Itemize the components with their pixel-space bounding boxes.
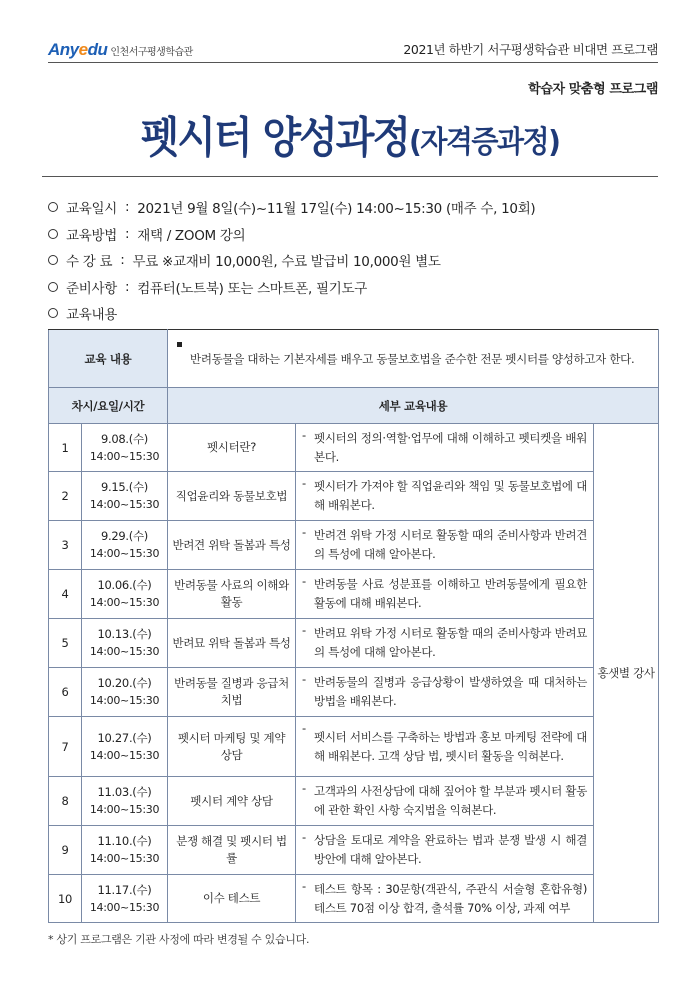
intro-text: 반려동물을 대하는 기본자세를 배우고 동물보호법을 준수한 전문 펫시터를 양성하고자 한다. xyxy=(190,351,635,366)
session-date: 11.10.(수) 14:00~15:30 xyxy=(82,826,168,875)
info-label: 교육방법 xyxy=(66,227,117,244)
title-sub: (자격증과정) xyxy=(409,123,560,160)
session-date: 9.15.(수) 14:00~15:30 xyxy=(82,472,168,521)
session-date: 11.03.(수) 14:00~15:30 xyxy=(82,777,168,826)
session-detail: - 상담을 토대로 계약을 완료하는 법과 분쟁 발생 시 해결방안에 대해 알아본다. xyxy=(296,826,594,875)
table-row xyxy=(49,668,659,717)
intro-label: 교육 내용 xyxy=(49,330,168,388)
info-label: 준비사항 xyxy=(66,280,117,297)
session-date: 10.20.(수) 14:00~15:30 xyxy=(82,668,168,717)
instructor-name: 홍샛별 강사 xyxy=(594,424,659,923)
session-topic: 반려견 위탁 돌봄과 특성 xyxy=(168,521,296,570)
table-row xyxy=(49,424,659,472)
table-row xyxy=(49,826,659,875)
session-detail: - 고객과의 사전상담에 대해 짚어야 할 부분과 펫시터 활동에 관한 확인 사항 숙지법을 익혀본다. xyxy=(296,777,594,826)
program-name: 2021년 하반기 서구평생학습관 비대면 프로그램 xyxy=(403,42,658,57)
session-number: 2 xyxy=(49,472,82,521)
session-topic: 반려동물 사료의 이해와 활동 xyxy=(168,570,296,619)
page-subtitle: 학습자 맞춤형 프로그램 xyxy=(528,82,658,97)
session-detail: - 펫시터가 가져야 할 직업윤리와 책임 및 동물보호법에 대해 배워본다. xyxy=(296,472,594,521)
session-number: 1 xyxy=(49,424,82,472)
session-date: 11.17.(수) 14:00~15:30 xyxy=(82,875,168,923)
session-topic: 반려묘 위탁 돌봄과 특성 xyxy=(168,619,296,668)
info-label: 교육일시 xyxy=(66,201,117,218)
info-item xyxy=(48,300,668,327)
session-topic: 펫시터 마케팅 및 계약 상담 xyxy=(168,717,296,777)
session-number: 9 xyxy=(49,826,82,875)
footnote: * 상기 프로그램은 기관 사정에 따라 변경될 수 있습니다. xyxy=(48,933,310,946)
square-bullet-icon xyxy=(177,342,182,347)
session-detail: - 반려동물 사료 성분표를 이해하고 반려동물에게 필요한 활동에 대해 배워본다. xyxy=(296,570,594,619)
circle-bullet-icon xyxy=(48,229,58,239)
circle-bullet-icon xyxy=(48,202,58,212)
session-topic: 펫시터란? xyxy=(168,424,296,472)
course-table xyxy=(48,329,659,923)
logo xyxy=(48,40,193,60)
session-number: 4 xyxy=(49,570,82,619)
intro-row xyxy=(49,330,659,388)
session-topic: 직업윤리와 동물보호법 xyxy=(168,472,296,521)
info-value: 무료 ※교재비 10,000원, 수료 발급비 10,000원 별도 xyxy=(132,254,441,271)
logo-brand: Anyedu xyxy=(48,40,108,59)
session-number: 10 xyxy=(49,875,82,923)
session-detail: - 펫시터의 정의·역할·업무에 대해 이해하고 펫티켓을 배워본다. xyxy=(296,424,594,472)
circle-bullet-icon xyxy=(48,308,58,318)
session-topic: 분쟁 해결 및 펫시터 법률 xyxy=(168,826,296,875)
info-item: 수 강 료 : 무료 ※교재비 10,000원, 수료 발급비 10,000원 별도 xyxy=(48,247,668,274)
info-item: 교육일시 : 2021년 9월 8일(수)~11월 17일(수) 14:00~15:30 (매주 수, 10회) xyxy=(48,194,668,221)
info-label: 수 강 료 xyxy=(66,254,113,271)
column-header-detail: 세부 교육내용 xyxy=(168,388,659,424)
session-date: 10.13.(수) 14:00~15:30 xyxy=(82,619,168,668)
session-date: 9.29.(수) 14:00~15:30 xyxy=(82,521,168,570)
session-date: 9.08.(수) 14:00~15:30 xyxy=(82,424,168,472)
table-row xyxy=(49,570,659,619)
session-topic: 펫시터 계약 상담 xyxy=(168,777,296,826)
table-row xyxy=(49,472,659,521)
page-header xyxy=(48,34,658,64)
session-detail: - 반려견 위탁 가정 시터로 활동할 때의 준비사항과 반려견의 특성에 대해 알아본다. xyxy=(296,521,594,570)
session-number: 8 xyxy=(49,777,82,826)
info-value: 2021년 9월 8일(수)~11월 17일(수) 14:00~15:30 (매주 수, 10회) xyxy=(137,201,536,218)
session-number: 6 xyxy=(49,668,82,717)
circle-bullet-icon xyxy=(48,282,58,292)
session-topic: 이수 테스트 xyxy=(168,875,296,923)
session-date: 10.27.(수) 14:00~15:30 xyxy=(82,717,168,777)
title-main: 펫시터 양성과정 xyxy=(140,113,410,164)
page-title xyxy=(0,106,700,163)
info-item: 준비사항 : 컴퓨터(노트북) 또는 스마트폰, 필기도구 xyxy=(48,274,668,301)
title-divider xyxy=(42,176,658,177)
info-value: 재택 / ZOOM 강의 xyxy=(137,227,246,244)
header-divider xyxy=(48,62,658,63)
session-number: 5 xyxy=(49,619,82,668)
table-row xyxy=(49,777,659,826)
table-row xyxy=(49,717,659,777)
info-value: 컴퓨터(노트북) 또는 스마트폰, 필기도구 xyxy=(137,280,367,297)
session-topic: 반려동물 질병과 응급처치법 xyxy=(168,668,296,717)
circle-bullet-icon xyxy=(48,255,58,265)
session-number: 3 xyxy=(49,521,82,570)
session-detail: - 반려동물의 질병과 응급상황이 발생하였을 때 대처하는 방법을 배워본다. xyxy=(296,668,594,717)
info-label: 교육내용 xyxy=(66,307,117,324)
table-row xyxy=(49,875,659,923)
session-detail: - 테스트 항목 : 30문항(객관식, 주관식 서술형 혼합유형) 테스트 70점 이상 합격, 출석률 70% 이상, 과제 여부 xyxy=(296,875,594,923)
session-detail: - 반려묘 위탁 가정 시터로 활동할 때의 준비사항과 반려묘의 특성에 대해 알아본다. xyxy=(296,619,594,668)
session-date: 10.06.(수) 14:00~15:30 xyxy=(82,570,168,619)
session-number: 7 xyxy=(49,717,82,777)
column-header-schedule: 차시/요일/시간 xyxy=(49,388,168,424)
info-item: 교육방법 : 재택 / ZOOM 강의 xyxy=(48,221,668,248)
info-list xyxy=(48,194,668,327)
table-row xyxy=(49,521,659,570)
session-detail: - 펫시터 서비스를 구축하는 방법과 홍보 마케팅 전략에 대해 배워본다. 고객 상담 법, 펫시터 활동을 익혀본다. xyxy=(296,717,594,777)
logo-org-name: 인천서구평생학습관 xyxy=(110,47,193,58)
table-header-row xyxy=(49,388,659,424)
table-row xyxy=(49,619,659,668)
